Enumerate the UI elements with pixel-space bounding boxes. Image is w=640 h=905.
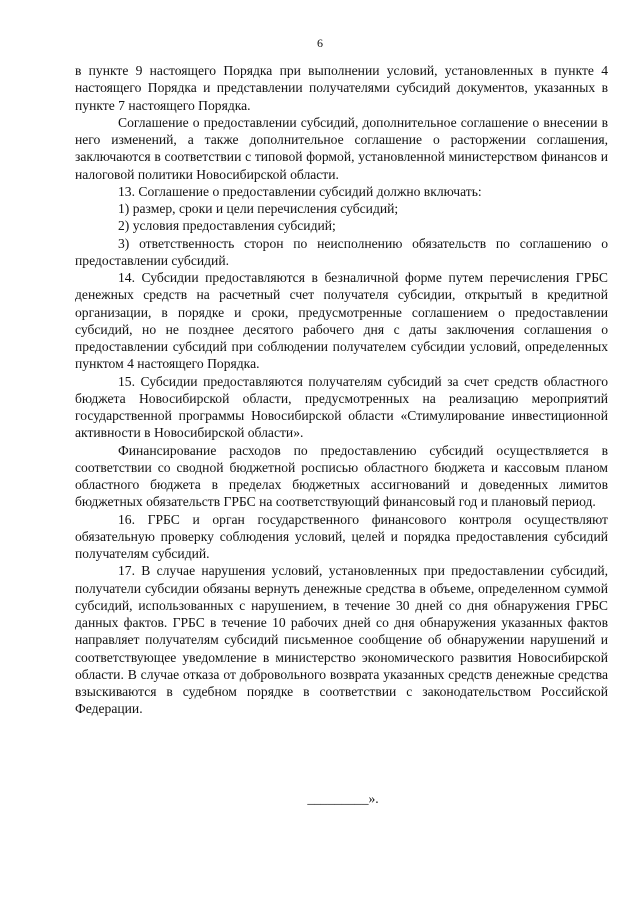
paragraph-13: 13. Соглашение о предоставлении субсидий должно включать:: [118, 183, 482, 199]
paragraph-14: 14. Субсидии предоставляются в безналичной форме путем перечисления ГРБС денежных средств на расчетный счет получателя субсидии, открытый в кредитной организации, в порядке и сроки, предусмотренные соглашением о предоставлении субсидий, но не позднее десятого рабочего дня с даты заключения соглашения о предоставлении субсидий при соблюдении получателем субсидии условий, определенных пунктом 4 настоящего Порядка.: [75, 270, 608, 372]
paragraph-13-item-3: 3) ответственность сторон по неисполнению обязательств по соглашению о предоставлении субсидий.: [75, 235, 608, 268]
paragraph-15: 15. Субсидии предоставляются получателям субсидий за счет средств областного бюджета Новосибирской области, предусмотренных на реализацию мероприятий государственной программы Новосибирской области «Стимулирование инвестиционной активности в Новосибирской области».: [75, 373, 608, 441]
paragraph-13-item-1: 1) размер, сроки и цели перечисления субсидий;: [118, 201, 399, 216]
paragraph-agreement-form: Соглашение о предоставлении субсидий, дополнительное соглашение о внесении в него изменений, а также дополнительное соглашение о расторжении соглашения, заключаются в соответствии с типовой формой, установленной министерством финансов и налоговой политики Новосибирской области.: [75, 114, 608, 182]
paragraph-17: 17. В случае нарушения условий, установленных при предоставлении субсидий, получатели субсидии обязаны вернуть денежные средства в объеме, определенном суммой субсидий, использованных с нарушением, в течение 30 дней со дня обнаружения ГРБС данных фактов. ГРБС в течение 10 рабочих дней со дня обнаружения указанных фактов направляет получателям субсидий письменное сообщение об обнаружении нарушений и соответствующее уведомление в министерство экономического развития Новосибирской области. В случае отказа от добровольного возврата указанных средств денежные средства взыскиваются в судебном порядке в соответствии с законодательством Российской Федерации.: [75, 563, 608, 717]
paragraph-15-financing: Финансирование расходов по предоставлению субсидий осуществляется в соответствии со сводной бюджетной росписью областного бюджета и кассовым планом областного бюджета в пределах бюджетных ассигнований и доведенных лимитов бюджетных обязательств ГРБС на соответствующий финансовый год и плановый период.: [75, 442, 608, 510]
document-body: [75, 62, 608, 718]
paragraph-16: 16. ГРБС и орган государственного финансового контроля осуществляют обязательную проверку соблюдения условий, целей и порядка предоставления субсидий получателям субсидий.: [75, 511, 608, 561]
page-number: 6: [317, 36, 323, 50]
paragraph-13-item-2: 2) условия предоставления субсидий;: [118, 218, 336, 234]
closing-line: _________».: [307, 791, 379, 806]
paragraph-continuation: в пункте 9 настоящего Порядка при выполнении условий, установленных в пункте 4 настоящего Порядка и представлении получателями субсидий документов, указанных в пункте 7 настоящего Порядка.: [75, 63, 608, 113]
